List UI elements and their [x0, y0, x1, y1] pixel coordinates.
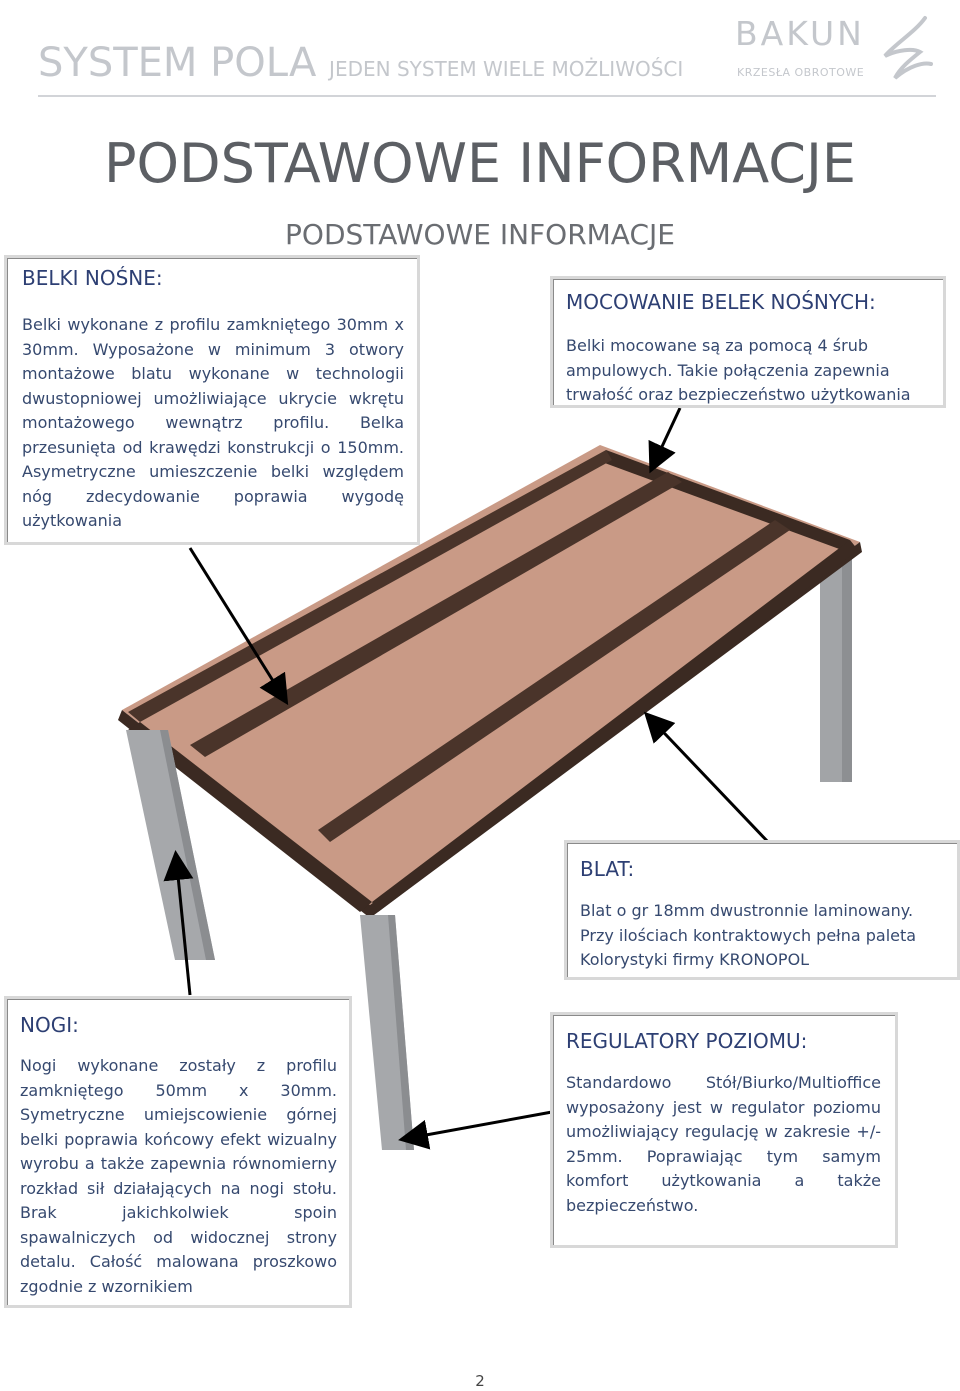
brand-subtitle: JEDEN SYSTEM WIELE MOŻLIWOŚCI — [329, 57, 684, 81]
page-subtitle: PODSTAWOWE INFORMACJE — [285, 218, 675, 251]
regulatory-text: Standardowo Stół/Biurko/Multioffice wyposażony jest w regulator poziomu umożliwiający regulację w zakresie +/- 25mm. Poprawiając tym samym komfort użytkowania a także bezpieczeństwo. — [566, 1073, 881, 1215]
belki-nosne-title: BELKI NOŚNE: — [22, 266, 163, 290]
logo-subtitle: KRZESŁA OBROTOWE — [737, 66, 865, 79]
page-number: 2 — [475, 1372, 485, 1390]
mocowanie-text: Belki mocowane są za pomocą 4 śrub ampulowych. Takie połączenia zapewnia trwałość oraz bezpieczeństwo użytkowania — [566, 336, 911, 404]
nogi-text: Nogi wykonane zostały z profilu zamkniętego 50mm x 30mm. Symetryczne umiejscowienie górnej belki poprawia końcowy efekt wizualny wyrobu a także zapewnia równomierny rozkład sił działających na nogi stołu. Brak jakichkolwiek spoin spawalniczych od widocznej strony detalu. Całość malowana proszkowo zgodnie z wzornikiem — [20, 1056, 337, 1296]
brand-title-main: SYSTEM POLA — [38, 40, 317, 86]
arrow-mocowanie — [652, 408, 680, 468]
blat-box — [564, 840, 960, 980]
blat-title: BLAT: — [580, 857, 635, 881]
mocowanie-title: MOCOWANIE BELEK NOŚNYCH: — [566, 290, 876, 314]
mocowanie-box — [550, 276, 946, 408]
nogi-box — [4, 996, 352, 1308]
logo-name: BAKUN — [735, 14, 865, 53]
regulatory-title: REGULATORY POZIOMU: — [566, 1029, 808, 1053]
arrow-regulatory — [404, 1112, 552, 1139]
blat-text: Blat o gr 18mm dwustronnie laminowany. Przy ilościach kontraktowych pełna paleta Kolorystyki firmy KRONOPOL — [580, 901, 917, 969]
belki-nosne-text: Belki wykonane z profilu zamkniętego 30mm x 30mm. Wyposażone w minimum 3 otwory montażowe blatu wykonane w technologii dwustopniowej umożliwiające ukrycie wkrętu montażowego wewnątrz profilu. Belka przesunięta od krawędzi konstrukcji o 150mm. Asymetryczne umieszczenie belki względem nóg zdecydowanie poprawia wygodę użytkowania — [22, 315, 404, 530]
regulatory-box — [550, 1012, 898, 1248]
nogi-title: NOGI: — [20, 1013, 79, 1037]
page-title: PODSTAWOWE INFORMACJE — [103, 132, 857, 195]
belki-nosne-box — [4, 255, 420, 545]
